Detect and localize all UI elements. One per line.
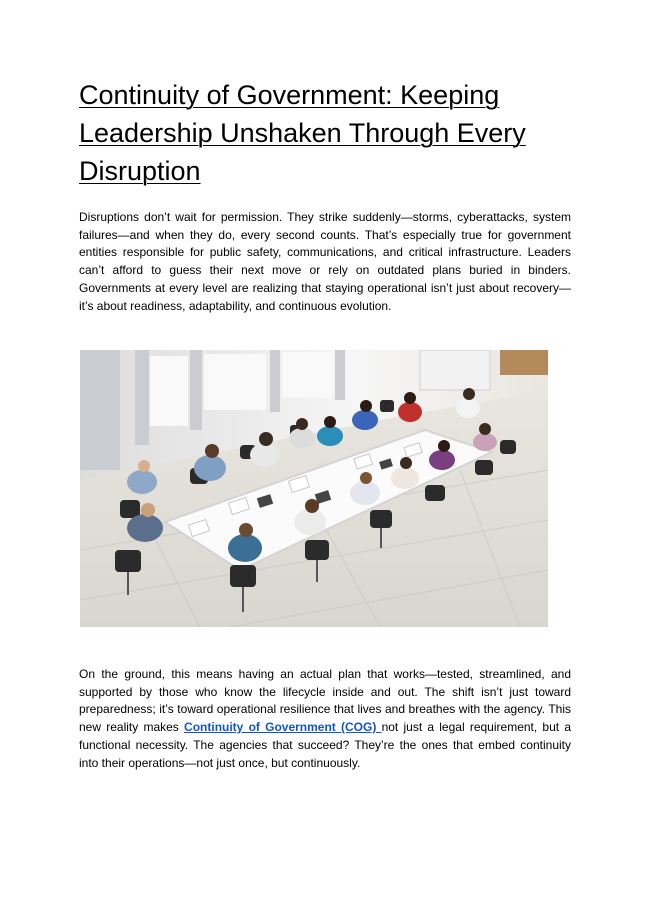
cog-link[interactable]: Continuity of Government (COG) [184, 720, 382, 735]
paragraph-text-start: On the ground, this means having an actual plan that works—tested, streamlined, and supported by those who know the lifecycle inside and out. The shift isn’t just toward preparedness; it’s toward operational resilience that lives and breathes with the agency. This new reality makes [79, 667, 571, 735]
article-title: Continuity of Government: Keeping Leadership Unshaken Through Every Disruption [79, 80, 526, 186]
intro-paragraph: Disruptions don’t wait for permission. They strike suddenly—storms, cyberattacks, system failures—and when they do, every second counts. That’s especially true for government entities responsible for public safety, communications, and critical infrastructure. Leaders can’t afford to guess their next move or rely on outdated plans buried in binders. Governments at every level are realizing that staying operational isn’t just about recovery—it’s about readiness, adaptability, and continuous evolution. [79, 210, 571, 313]
meeting-photo [80, 350, 548, 627]
body-paragraph [79, 666, 571, 772]
paragraph-text-end: not just a legal requirement, but a functional necessity. The agencies that succeed? They’re the ones that embed continuity into their operations—not just once, but continuously. [79, 720, 572, 770]
